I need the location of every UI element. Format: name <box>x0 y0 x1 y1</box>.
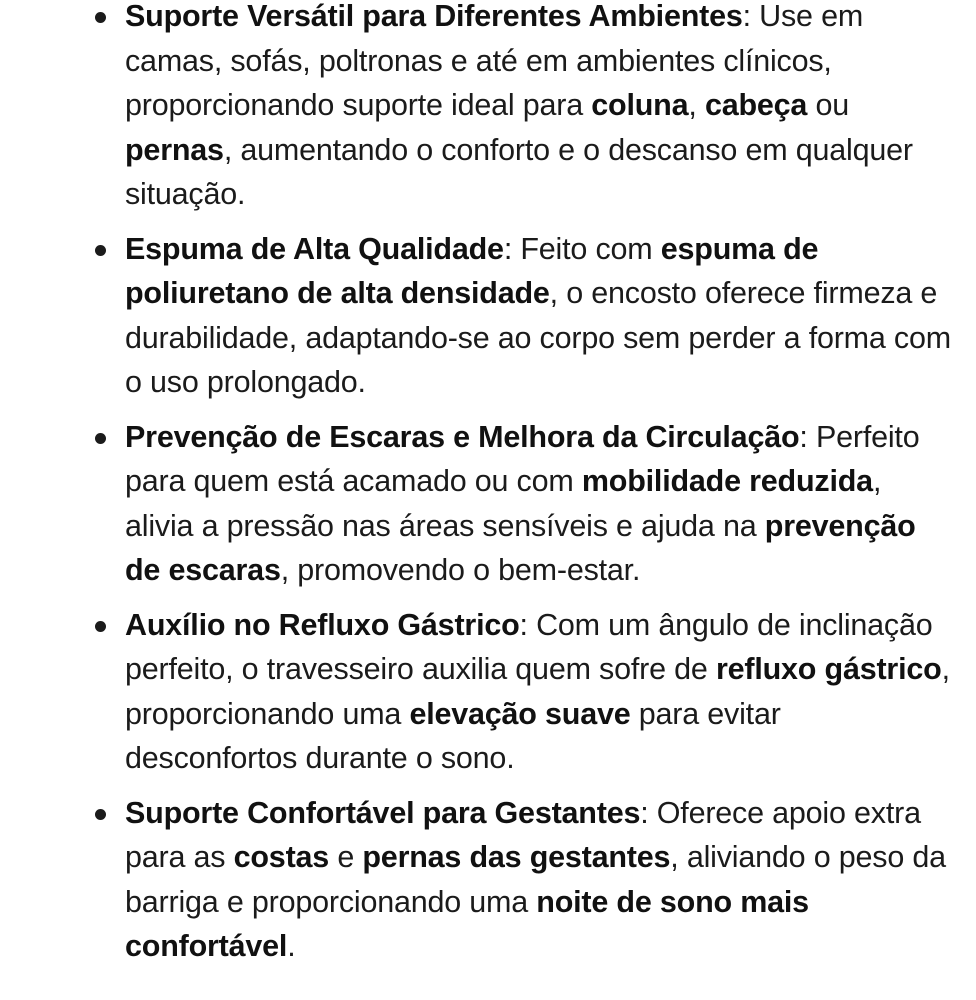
list-item-prevencao-escaras <box>0 415 976 593</box>
item-title: Prevenção de Escaras e Melhora da Circulação <box>125 419 800 454</box>
item-emphasis: refluxo gástrico <box>715 652 942 686</box>
item-text: , o encosto oferece firmeza e durabilidade, adaptando-se ao corpo sem perder a forma com o uso prolongado. <box>125 276 951 399</box>
item-text: : Oferece apoio extra para as <box>125 795 921 874</box>
bullet-icon <box>95 809 106 820</box>
bullet-icon <box>95 12 106 23</box>
item-emphasis: coluna <box>591 88 689 122</box>
list-item-refluxo <box>0 603 976 781</box>
item-emphasis: prevenção de escaras <box>125 508 916 587</box>
bullet-icon <box>95 245 106 256</box>
item-text: , <box>688 88 705 122</box>
item-text: , proporcionando uma <box>125 652 950 731</box>
item-emphasis: espuma de poliuretano de alta densidade <box>125 231 819 310</box>
item-text: : Feito com <box>503 231 661 266</box>
item-emphasis: pernas das gestantes <box>362 840 671 874</box>
item-emphasis: elevação suave <box>409 696 631 731</box>
item-text: : Perfeito para quem está acamado ou com <box>125 419 920 498</box>
item-title: Suporte Confortável para Gestantes <box>125 795 641 830</box>
list-item-suporte-versatil <box>0 0 976 217</box>
item-emphasis: mobilidade reduzida <box>581 464 873 498</box>
item-emphasis: noite de sono mais confortável <box>125 884 809 963</box>
item-text: , aumentando o conforto e o descanso em qualquer situação. <box>125 132 913 211</box>
item-emphasis: costas <box>233 840 330 874</box>
bullet-icon <box>95 621 106 632</box>
item-text: , aliviando o peso da barriga e proporcionando uma <box>125 840 946 919</box>
item-text: : Com um ângulo de inclinação perfeito, o travesseiro auxilia quem sofre de <box>125 607 933 686</box>
item-text: e <box>329 840 363 874</box>
list-item-espuma <box>0 227 976 405</box>
bullet-icon <box>95 433 106 444</box>
list-item-gestantes <box>0 791 976 969</box>
item-text: para evitar desconfortos durante o sono. <box>125 696 781 775</box>
item-text: , alivia a pressão nas áreas sensíveis e ajuda na <box>125 464 882 543</box>
item-title: Suporte Versátil para Diferentes Ambientes <box>125 0 743 33</box>
item-text: : Use em camas, sofás, poltronas e até em ambientes clínicos, proporcionando suporte ideal para <box>125 0 864 122</box>
item-text: ou <box>807 88 849 122</box>
item-title: Espuma de Alta Qualidade <box>125 231 504 266</box>
item-emphasis: cabeça <box>704 88 808 122</box>
item-text: , promovendo o bem-estar. <box>280 553 641 587</box>
item-text: . <box>287 929 296 963</box>
item-title: Auxílio no Refluxo Gástrico <box>125 607 520 642</box>
item-emphasis: pernas <box>125 132 224 167</box>
